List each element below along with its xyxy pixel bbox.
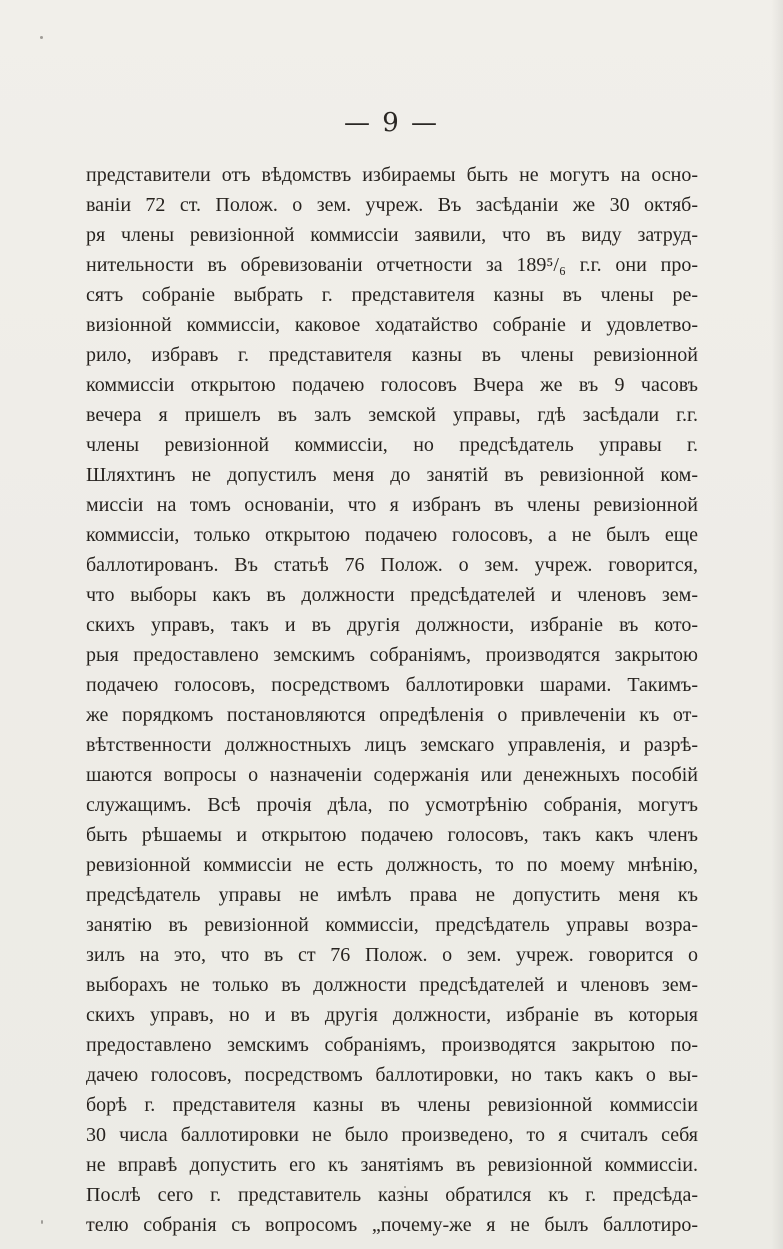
text-line: коммиссiи открытою подачею голосовъ Вчера же въ 9 часовъ (86, 374, 698, 396)
page-edge-shadow (771, 0, 783, 1249)
text-line: сятъ собранiе выбрать г. представителя казны въ члены ре- (86, 284, 698, 306)
text-line: ревизiонной коммиссiи не есть должность, то по моему мнѣнiю, (86, 854, 698, 876)
page-number: — 9 — (343, 108, 440, 138)
paper-speck (41, 1220, 43, 1224)
text-line: визiонной коммиссiи, каковое ходатайство собранiе и удовлетво- (86, 314, 698, 336)
text-line: предсѣдатель управы не имѣлъ права не допустить меня къ (86, 884, 698, 906)
text-line: зилъ на это, что въ ст 76 Полож. о зем. учреж. говорится о (86, 944, 698, 966)
text-line: выборахъ не только въ должности предсѣдателей и членовъ зем- (86, 974, 698, 996)
text-line: быть рѣшаемы и открытою подачею голосовъ, такъ какъ членъ (86, 824, 698, 846)
text-line: же порядкомъ постановляются опредѣленiя о привлеченiи къ от- (86, 704, 698, 726)
text-line: 30 числа баллотировки не было произведено, то я считалъ себя (86, 1124, 698, 1146)
text-line: что выборы какъ въ должности предсѣдателей и членовъ зем- (86, 584, 698, 606)
text-line: рило, избравъ г. представителя казны въ члены ревизiонной (86, 344, 698, 366)
text-line: служащимъ. Всѣ прочiя дѣла, по усмотрѣнiю собранiя, могутъ (86, 794, 698, 816)
text-line: миссiи на томъ основанiи, что я избранъ въ члены ревизiонной (86, 494, 698, 516)
text-line: борѣ г. представителя казны въ члены ревизiонной коммиссiи (86, 1094, 698, 1116)
text-line: вечера я пришелъ въ залъ земской управы, гдѣ засѣдали г.г. (86, 404, 698, 426)
paper-speck (404, 1186, 406, 1188)
text-line: Шляхтинъ не допустилъ меня до занятiй въ ревизiонной ком- (86, 464, 698, 486)
text-line: ванiи 72 ст. Полож. о зем. учреж. Въ засѣданiи же 30 октяб- (86, 194, 698, 216)
text-line: нительности въ обревизованiи отчетности за 189⁵/₆ г.г. они про- (86, 254, 698, 276)
text-line: занятiю въ ревизiонной коммиссiи, предсѣдатель управы возра- (86, 914, 698, 936)
text-line: не вправѣ допустить его къ занятiямъ въ ревизiонной коммиссiи. (86, 1154, 698, 1176)
text-line: ря члены ревизiонной коммиссiи заявили, что въ виду затруд- (86, 224, 698, 246)
text-line: скихъ управъ, такъ и въ другiя должности, избранiе въ кото- (86, 614, 698, 636)
text-line: предоставлено земскимъ собранiямъ, производятся закрытою по- (86, 1034, 698, 1056)
text-line: подачею голосовъ, посредствомъ баллотировки шарами. Такимъ- (86, 674, 698, 696)
text-line: шаются вопросы о назначенiи содержанiя или денежныхъ пособiй (86, 764, 698, 786)
text-line: дачею голосовъ, посредствомъ баллотировки, но такъ какъ о вы- (86, 1064, 698, 1086)
text-line: телю собранiя съ вопросомъ „почему-же я не былъ баллотиро- (86, 1214, 698, 1236)
text-line: рыя предоставлено земскимъ собранiямъ, производятся закрытою (86, 644, 698, 666)
text-line: представители отъ вѣдомствъ избираемы быть не могутъ на осно- (86, 164, 698, 186)
text-line: члены ревизiонной коммиссiи, но предсѣдатель управы г. (86, 434, 698, 456)
text-line: коммиссiи, только открытою подачею голосовъ, а не былъ еще (86, 524, 698, 546)
text-line: баллотированъ. Въ статьѣ 76 Полож. о зем. учреж. говорится, (86, 554, 698, 576)
body-text (86, 160, 698, 1240)
text-line: Послѣ сего г. представитель казны обратился къ г. предсѣда- (86, 1184, 698, 1206)
paper-speck (40, 36, 43, 39)
text-line: скихъ управъ, но и въ другiя должности, избранiе въ которыя (86, 1004, 698, 1026)
text-line: вѣтственности должностныхъ лицъ земскаго управленiя, и разрѣ- (86, 734, 698, 756)
